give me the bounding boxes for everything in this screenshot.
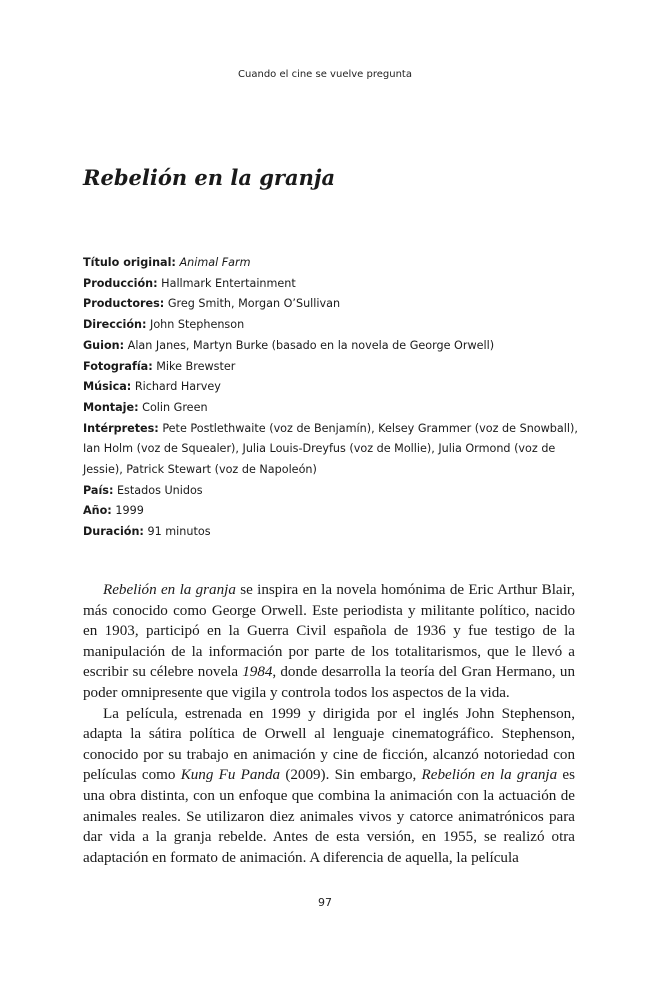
body-text bbox=[83, 580, 575, 868]
credit-label: Producción: bbox=[83, 276, 158, 290]
credit-label: Intérpretes: bbox=[83, 421, 159, 435]
text-run: se inspira en la novela homónima de Eric Arthur Blair, más conocido como George Orwell. Este periodista y militante político, nacido en 1903, participó en la Guerra Civil española de 1936 y fue testigo de la manipulación de la información por parte de los totalitarismos, que le llevó a escribir su célebre novela bbox=[83, 582, 575, 681]
credit-line bbox=[83, 398, 578, 419]
credit-line bbox=[83, 336, 578, 357]
text-run: es una obra distinta, con un enfoque que combina la animación con la actuación de animales reales. Se utilizaron diez animales vivos y catorce animatrónicos para dar vida a la granja rebelde. Antes de esta versión, en 1955, se realizó otra adaptación en formato de animación. A diferencia de aquella, la película bbox=[83, 767, 575, 866]
credit-label: Dirección: bbox=[83, 318, 147, 332]
credit-label: Año: bbox=[83, 504, 112, 518]
credit-value: Greg Smith, Morgan O’Sullivan bbox=[167, 297, 341, 311]
credit-value: Animal Farm bbox=[179, 256, 251, 269]
credit-line bbox=[83, 357, 578, 378]
credit-line bbox=[83, 481, 578, 502]
credit-value: Richard Harvey bbox=[134, 380, 221, 394]
italic-title: Rebelión en la granja bbox=[421, 767, 558, 784]
credit-line bbox=[83, 419, 578, 481]
credit-label: Música: bbox=[83, 380, 132, 394]
body-paragraph bbox=[83, 704, 575, 869]
italic-title: Rebelión en la granja bbox=[103, 582, 236, 598]
text-run: , donde desarrolla la teoría del Gran Hermano, un poder omnipresente que vigila y controla todos los aspectos de la vida. bbox=[83, 664, 575, 701]
credit-label: Productores: bbox=[83, 297, 165, 311]
credit-label: Duración: bbox=[83, 525, 144, 539]
text-run: (2009). Sin embargo, bbox=[280, 767, 422, 784]
running-head: Cuando el cine se vuelve pregunta bbox=[238, 69, 412, 80]
credit-line bbox=[83, 501, 578, 522]
credit-label: País: bbox=[83, 483, 114, 497]
credit-value: Alan Janes, Martyn Burke (basado en la novela de George Orwell) bbox=[127, 338, 495, 352]
text-run: La película, estrenada en 1999 y dirigida por el inglés John Stephenson, adapta la sátira política de Orwell al lenguaje cinematográfico. Stephenson, conocido por su trabajo en animación y cine de ficción, alcanzó notoriedad con películas como bbox=[83, 705, 575, 784]
credit-value: Colin Green bbox=[142, 400, 208, 414]
credit-line bbox=[83, 315, 578, 336]
credit-label: Guion: bbox=[83, 338, 125, 352]
credit-value: 1999 bbox=[115, 504, 144, 518]
credit-value: Mike Brewster bbox=[156, 359, 236, 373]
credit-value: Pete Postlethwaite (voz de Benjamín), Kelsey Grammer (voz de Snowball), Ian Holm (voz de Squealer), Julia Louis-Dreyfus (voz de Mollie), Julia Ormond (voz de Jessie), Patrick Stewart (voz de Napoleón) bbox=[83, 421, 578, 477]
credit-value: 91 minutos bbox=[147, 525, 211, 539]
italic-title: Kung Fu Panda bbox=[180, 767, 281, 784]
credit-value: John Stephenson bbox=[150, 318, 245, 332]
credit-line bbox=[83, 522, 578, 543]
body-paragraph bbox=[83, 580, 575, 704]
credit-value: Estados Unidos bbox=[116, 483, 203, 497]
credit-value: Hallmark Entertainment bbox=[161, 276, 296, 290]
credit-line bbox=[83, 377, 578, 398]
film-credits bbox=[83, 253, 578, 543]
page-number: 97 bbox=[318, 896, 332, 909]
credit-label: Fotografía: bbox=[83, 359, 153, 373]
chapter-title: Rebelión en la granja bbox=[83, 165, 336, 190]
credit-line bbox=[83, 253, 578, 274]
italic-title: 1984 bbox=[242, 664, 273, 681]
credit-label: Montaje: bbox=[83, 400, 139, 414]
credit-label: Título original: bbox=[83, 256, 176, 269]
credit-line bbox=[83, 294, 578, 315]
credit-line bbox=[83, 274, 578, 295]
